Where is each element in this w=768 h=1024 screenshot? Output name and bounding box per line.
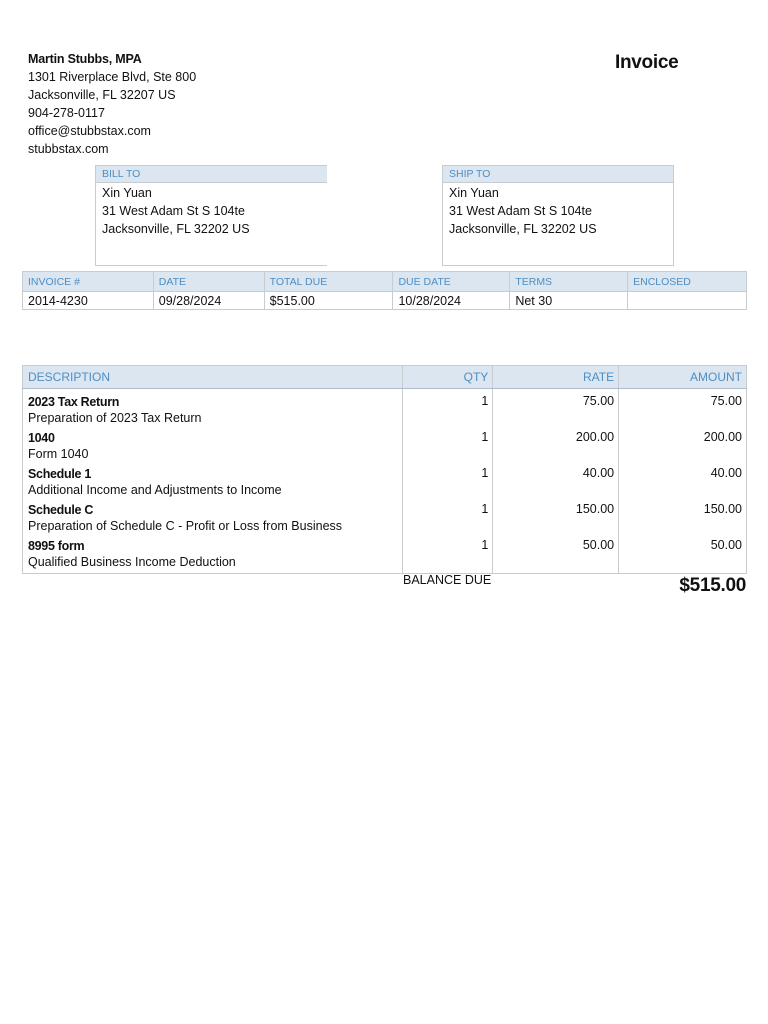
balance-due-label: BALANCE DUE — [403, 573, 492, 587]
meta-date: 09/28/2024 — [153, 292, 264, 310]
item-description: Qualified Business Income Deduction — [28, 554, 236, 569]
ship-to-box — [442, 165, 674, 266]
items-header-description: DESCRIPTION — [23, 366, 403, 389]
meta-header-invoice-number: INVOICE # — [23, 272, 154, 292]
balance-due-value: $515.00 — [679, 575, 746, 596]
meta-header-total-due: TOTAL DUE — [264, 272, 393, 292]
meta-header-date: DATE — [153, 272, 264, 292]
item-name: 1040 — [28, 430, 55, 445]
meta-invoice-number: 2014-4230 — [23, 292, 154, 310]
invoice-title: Invoice — [615, 52, 679, 73]
meta-header-terms: TERMS — [510, 272, 628, 292]
company-address-line2: Jacksonville, FL 32207 US — [28, 88, 176, 102]
company-phone: 904-278-0117 — [28, 106, 105, 120]
ship-to-label: SHIP TO — [443, 166, 673, 183]
item-description-cell — [23, 430, 403, 466]
item-description: Additional Income and Adjustments to Income — [28, 482, 282, 497]
bill-to-name: Xin Yuan — [102, 186, 152, 200]
item-name: Schedule C — [28, 502, 94, 517]
item-rate: 40.00 — [493, 466, 619, 502]
item-amount: 40.00 — [619, 466, 747, 502]
item-qty: 1 — [403, 538, 493, 574]
company-email: office@stubbstax.com — [28, 124, 151, 138]
table-row — [23, 538, 747, 574]
items-header-amount: AMOUNT — [619, 366, 747, 389]
meta-enclosed — [628, 292, 747, 310]
item-description: Preparation of Schedule C - Profit or Loss from Business — [28, 518, 343, 533]
item-rate: 200.00 — [493, 430, 619, 466]
meta-due-date: 10/28/2024 — [393, 292, 510, 310]
table-row — [23, 389, 747, 430]
item-qty: 1 — [403, 389, 493, 430]
item-description: Form 1040 — [28, 446, 89, 461]
item-amount: 150.00 — [619, 502, 747, 538]
invoice-meta-table — [22, 271, 747, 310]
table-row — [23, 502, 747, 538]
item-description-cell — [23, 502, 403, 538]
item-description: Preparation of 2023 Tax Return — [28, 411, 202, 425]
item-rate: 75.00 — [493, 389, 619, 430]
items-header-qty: QTY — [403, 366, 493, 389]
meta-total-due: $515.00 — [264, 292, 393, 310]
bill-to-label: BILL TO — [96, 166, 327, 183]
item-qty: 1 — [403, 466, 493, 502]
bill-to-address-line1: 31 West Adam St S 104te — [102, 204, 245, 218]
item-rate: 150.00 — [493, 502, 619, 538]
company-info — [28, 50, 196, 158]
ship-to-name: Xin Yuan — [449, 186, 499, 200]
item-rate: 50.00 — [493, 538, 619, 574]
item-qty: 1 — [403, 430, 493, 466]
ship-to-address-line2: Jacksonville, FL 32202 US — [449, 222, 597, 236]
company-website: stubbstax.com — [28, 142, 109, 156]
meta-header-due-date: DUE DATE — [393, 272, 510, 292]
meta-terms: Net 30 — [510, 292, 628, 310]
bill-to-address-line2: Jacksonville, FL 32202 US — [102, 222, 250, 236]
table-row — [23, 466, 747, 502]
item-name: Schedule 1 — [28, 466, 91, 481]
meta-header-enclosed: ENCLOSED — [628, 272, 747, 292]
item-amount: 75.00 — [619, 389, 747, 430]
item-description-cell — [23, 538, 403, 574]
company-name: Martin Stubbs, MPA — [28, 52, 142, 66]
item-amount: 200.00 — [619, 430, 747, 466]
item-name: 8995 form — [28, 538, 85, 553]
item-amount: 50.00 — [619, 538, 747, 574]
line-items-table — [22, 365, 747, 574]
ship-to-address-line1: 31 West Adam St S 104te — [449, 204, 592, 218]
item-description-cell — [23, 389, 403, 430]
item-qty: 1 — [403, 502, 493, 538]
bill-to-box — [95, 165, 327, 266]
item-name: 2023 Tax Return — [28, 395, 120, 409]
table-row — [23, 430, 747, 466]
item-description-cell — [23, 466, 403, 502]
items-header-rate: RATE — [493, 366, 619, 389]
company-address-line1: 1301 Riverplace Blvd, Ste 800 — [28, 70, 197, 84]
